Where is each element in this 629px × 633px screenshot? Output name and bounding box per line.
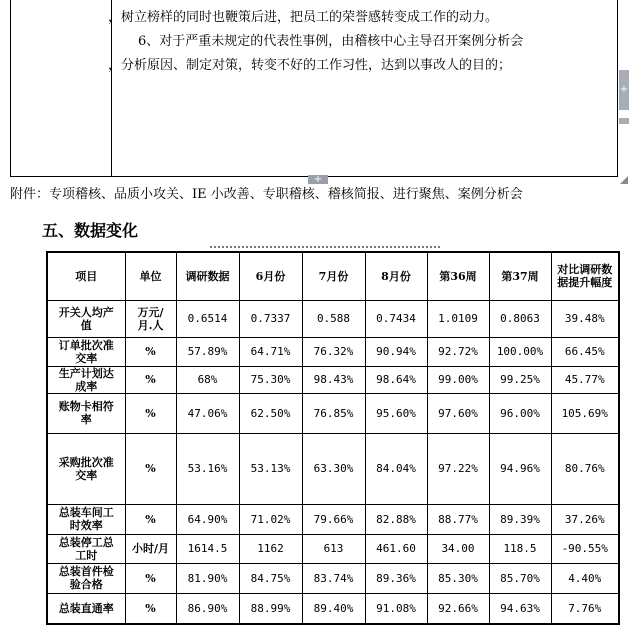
value-cell: 118.5 [489, 534, 551, 563]
value-cell: 85.70% [489, 563, 551, 593]
value-cell: 57.89% [176, 337, 239, 366]
value-cell: 99.25% [489, 366, 551, 393]
row-label-cell: 总装直通率 [47, 593, 125, 624]
table-header-row [47, 252, 619, 300]
value-cell: 97.60% [427, 393, 489, 433]
table-row [47, 393, 619, 433]
header-cell: 对比调研数据提升幅度 [551, 252, 619, 300]
value-cell: 45.77% [551, 366, 619, 393]
value-cell: 39.48% [551, 300, 619, 337]
row-label-cell: 开关人均产值 [47, 300, 125, 337]
table-row [47, 366, 619, 393]
unit-cell: % [125, 393, 176, 433]
header-cell: 单位 [125, 252, 176, 300]
row-label-cell: 订单批次准交率 [47, 337, 125, 366]
table-resize-handle[interactable] [620, 176, 628, 184]
table-insert-column-handle[interactable]: + [619, 70, 629, 110]
row-label-cell: 采购批次准交率 [47, 433, 125, 504]
unit-cell: % [125, 593, 176, 624]
value-cell: 0.588 [302, 300, 365, 337]
value-cell: 7.76% [551, 593, 619, 624]
value-cell: 1162 [239, 534, 302, 563]
value-cell: 68% [176, 366, 239, 393]
data-table [46, 251, 620, 625]
unit-cell: 小时/月 [125, 534, 176, 563]
table-row [47, 300, 619, 337]
section-title: 五、数据变化 [42, 221, 139, 240]
value-cell: 461.60 [365, 534, 427, 563]
table-row [47, 563, 619, 593]
value-cell: 81.90% [176, 563, 239, 593]
header-cell: 7月份 [302, 252, 365, 300]
table-row [47, 593, 619, 624]
value-cell: 1.0109 [427, 300, 489, 337]
value-cell: 88.77% [427, 504, 489, 534]
unit-cell: % [125, 366, 176, 393]
value-cell: 71.02% [239, 504, 302, 534]
table-row [47, 433, 619, 504]
value-cell: 66.45% [551, 337, 619, 366]
unit-cell: % [125, 504, 176, 534]
value-cell: 0.6514 [176, 300, 239, 337]
value-cell: 88.99% [239, 593, 302, 624]
value-cell: 83.74% [302, 563, 365, 593]
value-cell: 84.75% [239, 563, 302, 593]
top-cell-text [108, 6, 608, 78]
value-cell: 613 [302, 534, 365, 563]
table-side-handle[interactable] [619, 118, 629, 124]
value-cell: 62.50% [239, 393, 302, 433]
value-cell: 37.26% [551, 504, 619, 534]
value-cell: 1614.5 [176, 534, 239, 563]
value-cell: 92.72% [427, 337, 489, 366]
row-label-cell: 总装首件检验合格 [47, 563, 125, 593]
value-cell: 34.00 [427, 534, 489, 563]
value-cell: 84.04% [365, 433, 427, 504]
value-cell: 99.00% [427, 366, 489, 393]
value-cell: -90.55% [551, 534, 619, 563]
value-cell: 95.60% [365, 393, 427, 433]
header-cell: 第37周 [489, 252, 551, 300]
table-row [47, 534, 619, 563]
value-cell: 94.96% [489, 433, 551, 504]
row-label-cell: 总装车间工时效率 [47, 504, 125, 534]
value-cell: 76.32% [302, 337, 365, 366]
unit-cell: % [125, 563, 176, 593]
text-line: ，分析原因、制定对策，转变不好的工作习性，达到以事改人的目的； [108, 58, 512, 73]
value-cell: 89.40% [302, 593, 365, 624]
header-cell: 调研数据 [176, 252, 239, 300]
value-cell: 82.88% [365, 504, 427, 534]
text-line: ，树立榜样的同时也鞭策后进，把员工的荣誉感转变成工作的动力。 [108, 10, 499, 25]
value-cell: 105.69% [551, 393, 619, 433]
row-label-cell: 账物卡相符率 [47, 393, 125, 433]
table-insert-row-handle[interactable]: + [308, 175, 328, 184]
value-cell: 75.30% [239, 366, 302, 393]
row-label-cell: 生产计划达成率 [47, 366, 125, 393]
value-cell: 0.8063 [489, 300, 551, 337]
value-cell: 89.39% [489, 504, 551, 534]
value-cell: 97.22% [427, 433, 489, 504]
row-label-cell: 总装停工总工时 [47, 534, 125, 563]
header-cell: 第36周 [427, 252, 489, 300]
value-cell: 85.30% [427, 563, 489, 593]
value-cell: 53.13% [239, 433, 302, 504]
value-cell: 91.08% [365, 593, 427, 624]
value-cell: 89.36% [365, 563, 427, 593]
value-cell: 53.16% [176, 433, 239, 504]
value-cell: 94.63% [489, 593, 551, 624]
value-cell: 63.30% [302, 433, 365, 504]
text-line: 6、对于严重未规定的代表性事例，由稽核中心主导召开案例分析会 [138, 34, 524, 49]
value-cell: 98.43% [302, 366, 365, 393]
value-cell: 96.00% [489, 393, 551, 433]
header-cell: 8月份 [365, 252, 427, 300]
header-cell: 6月份 [239, 252, 302, 300]
unit-cell: % [125, 433, 176, 504]
value-cell: 0.7337 [239, 300, 302, 337]
value-cell: 76.85% [302, 393, 365, 433]
value-cell: 64.71% [239, 337, 302, 366]
value-cell: 64.90% [176, 504, 239, 534]
faded-caption-line [210, 246, 440, 250]
value-cell: 47.06% [176, 393, 239, 433]
value-cell: 0.7434 [365, 300, 427, 337]
value-cell: 92.66% [427, 593, 489, 624]
value-cell: 90.94% [365, 337, 427, 366]
unit-cell: % [125, 337, 176, 366]
header-cell: 项目 [47, 252, 125, 300]
value-cell: 4.40% [551, 563, 619, 593]
table-row [47, 504, 619, 534]
attachment-line: 附件：专项稽核、品质小攻关、IE 小改善、专职稽核、稽核简报、进行聚焦、案例分析会 [10, 187, 523, 202]
unit-cell: 万元/月.人 [125, 300, 176, 337]
value-cell: 86.90% [176, 593, 239, 624]
value-cell: 98.64% [365, 366, 427, 393]
value-cell: 80.76% [551, 433, 619, 504]
value-cell: 79.66% [302, 504, 365, 534]
table-row [47, 337, 619, 366]
value-cell: 100.00% [489, 337, 551, 366]
